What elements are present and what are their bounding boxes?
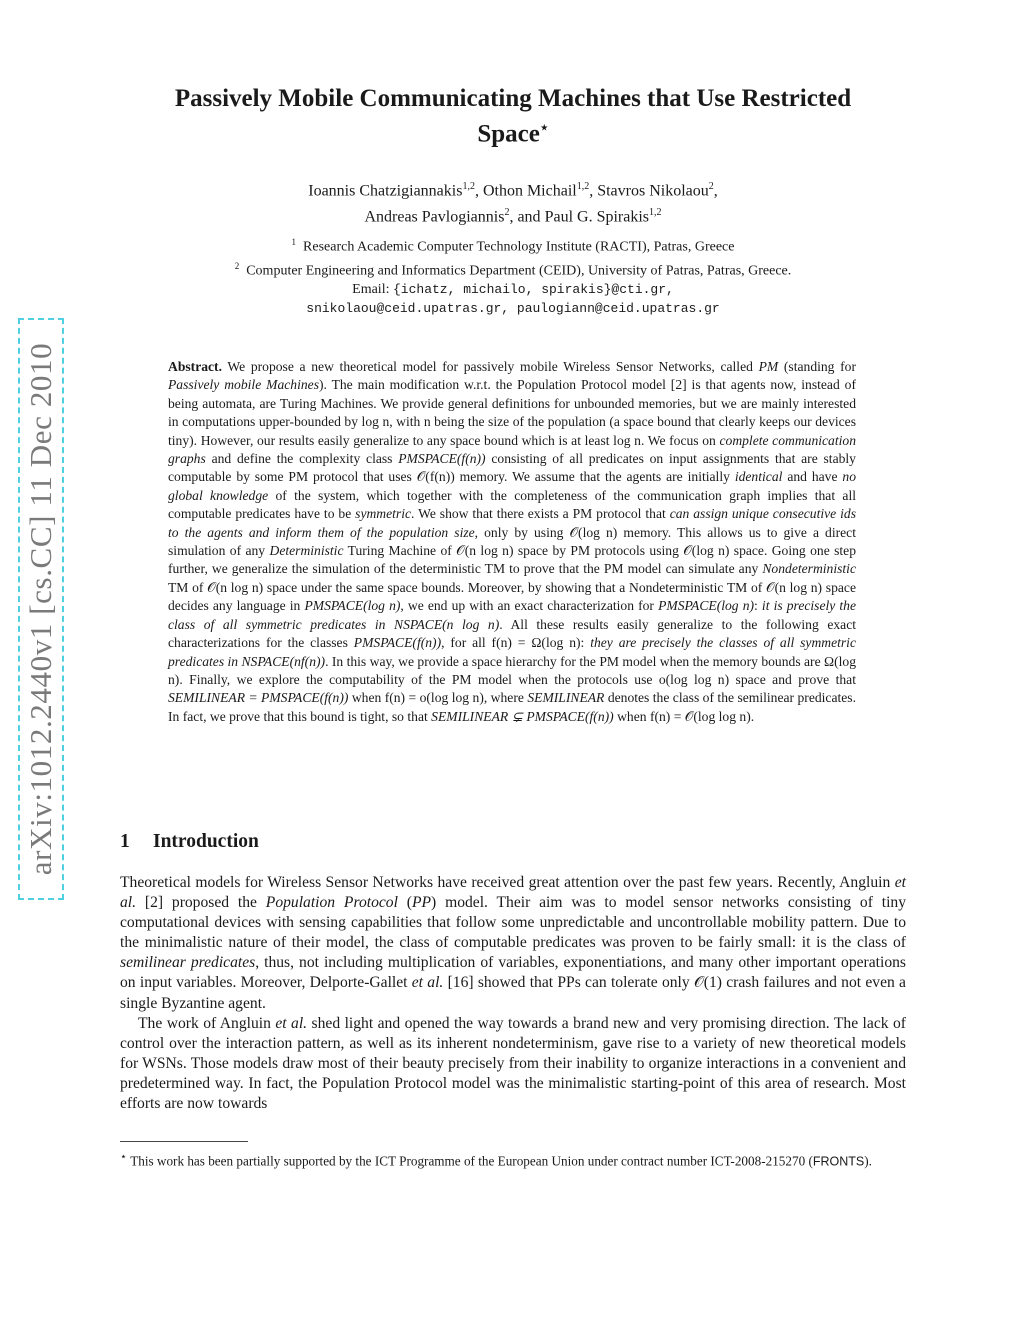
author-name: Paul G. Spirakis [544,208,650,226]
abstract: Abstract. We propose a new theoretical model for passively mobile Wireless Sensor Networks, called PM (standing for Passively mobile Machines). The main modification w.r.t. the Population Protocol model [2] is that agents now, instead of being automata, are Turing Machines. We provide general definitions for unbounded memories, but we are mainly interested in computations upper-bounded by log n, with n being the size of the population (a space bound that clearly keeps our devices tiny). However, our results easily generalize to any space bound which is at least log n. We focus on complete communication graphs and define the complexity class PMSPACE(f(n)) consisting of all predicates on input assignments that are stably computable by some PM protocol that uses 𝒪(f(n)) memory. We assume that the agents are initially identical and have no global knowledge of the system, which together with the completeness of the communication graph implies that all computable predicates have to be symmetric. We show that there exists a PM protocol that can assign unique consecutive ids to the agents and inform them of the population size, only by using 𝒪(log n) memory. This allows us to give a direct simulation of any Deterministic Turing Machine of 𝒪(n log n) space by PM protocols using 𝒪(log n) space. Going one step further, we generalize the simulation of the deterministic TM to prove that the PM model can simulate any Nondeterministic TM of 𝒪(n log n) space under the same space bounds. Moreover, by showing that a Nondeterministic TM of 𝒪(n log n) space decides any language in PMSPACE(log n), we end up with an exact characterization for PMSPACE(log n): it is precisely the class of all symmetric predicates in NSPACE(n log n). All these results easily generalize to the following exact characterizations for the classes PMSPACE(f(n)), for all f(n) = Ω(log n): they are precisely the classes of all symmetric predicates in NSPACE(nf(n)). In this way, we provide a space hierarchy for the PM model when the memory bounds are Ω(log n). Finally, we explore the computability of the PM model when the protocols use o(log log n) space and prove that SEMILINEAR = PMSPACE(f(n)) when f(n) = o(log log n), where SEMILINEAR denotes the class of the semilinear predicates. In fact, we prove that this bound is tight, so that SEMILINEAR ⊊ PMSPACE(f(n)) when f(n) = 𝒪(log log n). [168,359,857,724]
affiliation-2: $^2$ Computer Engineering and Informatics Department (CEID), University of Patras, Patras, Greece. [234,260,792,279]
section-heading [120,831,906,853]
author-name: Othon Michail [482,182,577,200]
abstract-label: Abstract. [168,359,222,374]
arxiv-stamp [18,318,64,900]
paper-title: Passively Mobile Communicating Machines that Use Restricted Space⋆ [174,85,852,148]
footnote-rule [120,1141,248,1142]
affiliation-1: $^1$ Research Academic Computer Technology Institute (RACTI), Patras, Greece [291,237,735,255]
author-name: Ioannis Chatzigiannakis [308,182,463,200]
arxiv-stamp-text: arXiv:1012.2440v1 [cs.CC] 11 Dec 2010 [23,342,58,876]
title-footnote-mark: ⋆ [539,121,549,136]
email-line: Email: {ichatz, michailo, spirakis}@cti.gr, [352,282,674,298]
author-name: Stavros Nikolaou [597,182,709,200]
email-address[interactable]: {ichatz, michailo, spirakis}@cti.gr, [392,282,674,298]
affiliations [120,233,906,318]
footnote: ⋆ This work has been partially supported by the ICT Programme of the European Union under contract number ICT-2008-215270 (FRONTS). [120,1151,872,1169]
section-title: Introduction [153,831,259,852]
paragraph: The work of Angluin et al. shed light and opened the way towards a brand new and very promising direction. The lack of control over the interaction pattern, as well as its inherent nondeterminism, gave rise to a variety of new theoretical models for WSNs. Those models draw most of their beauty precisely from their inability to organize interactions in a convenient and predetermined way. In fact, the Population Protocol model was the minimalistic starting-point of this area of research. Most efforts are now towards [120,1014,906,1113]
author-name: Andreas Pavlogiannis [364,208,505,226]
author-list: Ioannis Chatzigiannakis$^{1,2}$, Othon Michail$^{1,2}$, Stavros Nikolaou$^2$, Andreas Pavlogiannis$^2$, and Paul G. Spirakis$^{1,2}$ [308,181,718,226]
email-address[interactable]: snikolaou@ceid.upatras.gr, paulogiann@ceid.upatras.gr [306,301,720,317]
section-number: 1 [120,831,130,852]
paragraph: Theoretical models for Wireless Sensor Networks have received great attention over the past few years. Recently, Angluin et al. [2] proposed the Population Protocol (PP) model. Their aim was to model sensor networks consisting of tiny computational devices with sensing capabilities that follow some unpredictable and uncontrollable mobility pattern. Due to the minimalistic nature of their model, the class of computable predicates was proven to be fairly small: it is the class of semilinear predicates, thus, not including multiplication of variables, exponentiations, and many other important operations on input variables. Moreover, Delporte-Gallet et al. [16] showed that PPs can tolerate only 𝒪(1) crash failures and not even a single Byzantine agent. [120,874,907,1012]
introduction-text [120,873,906,1114]
